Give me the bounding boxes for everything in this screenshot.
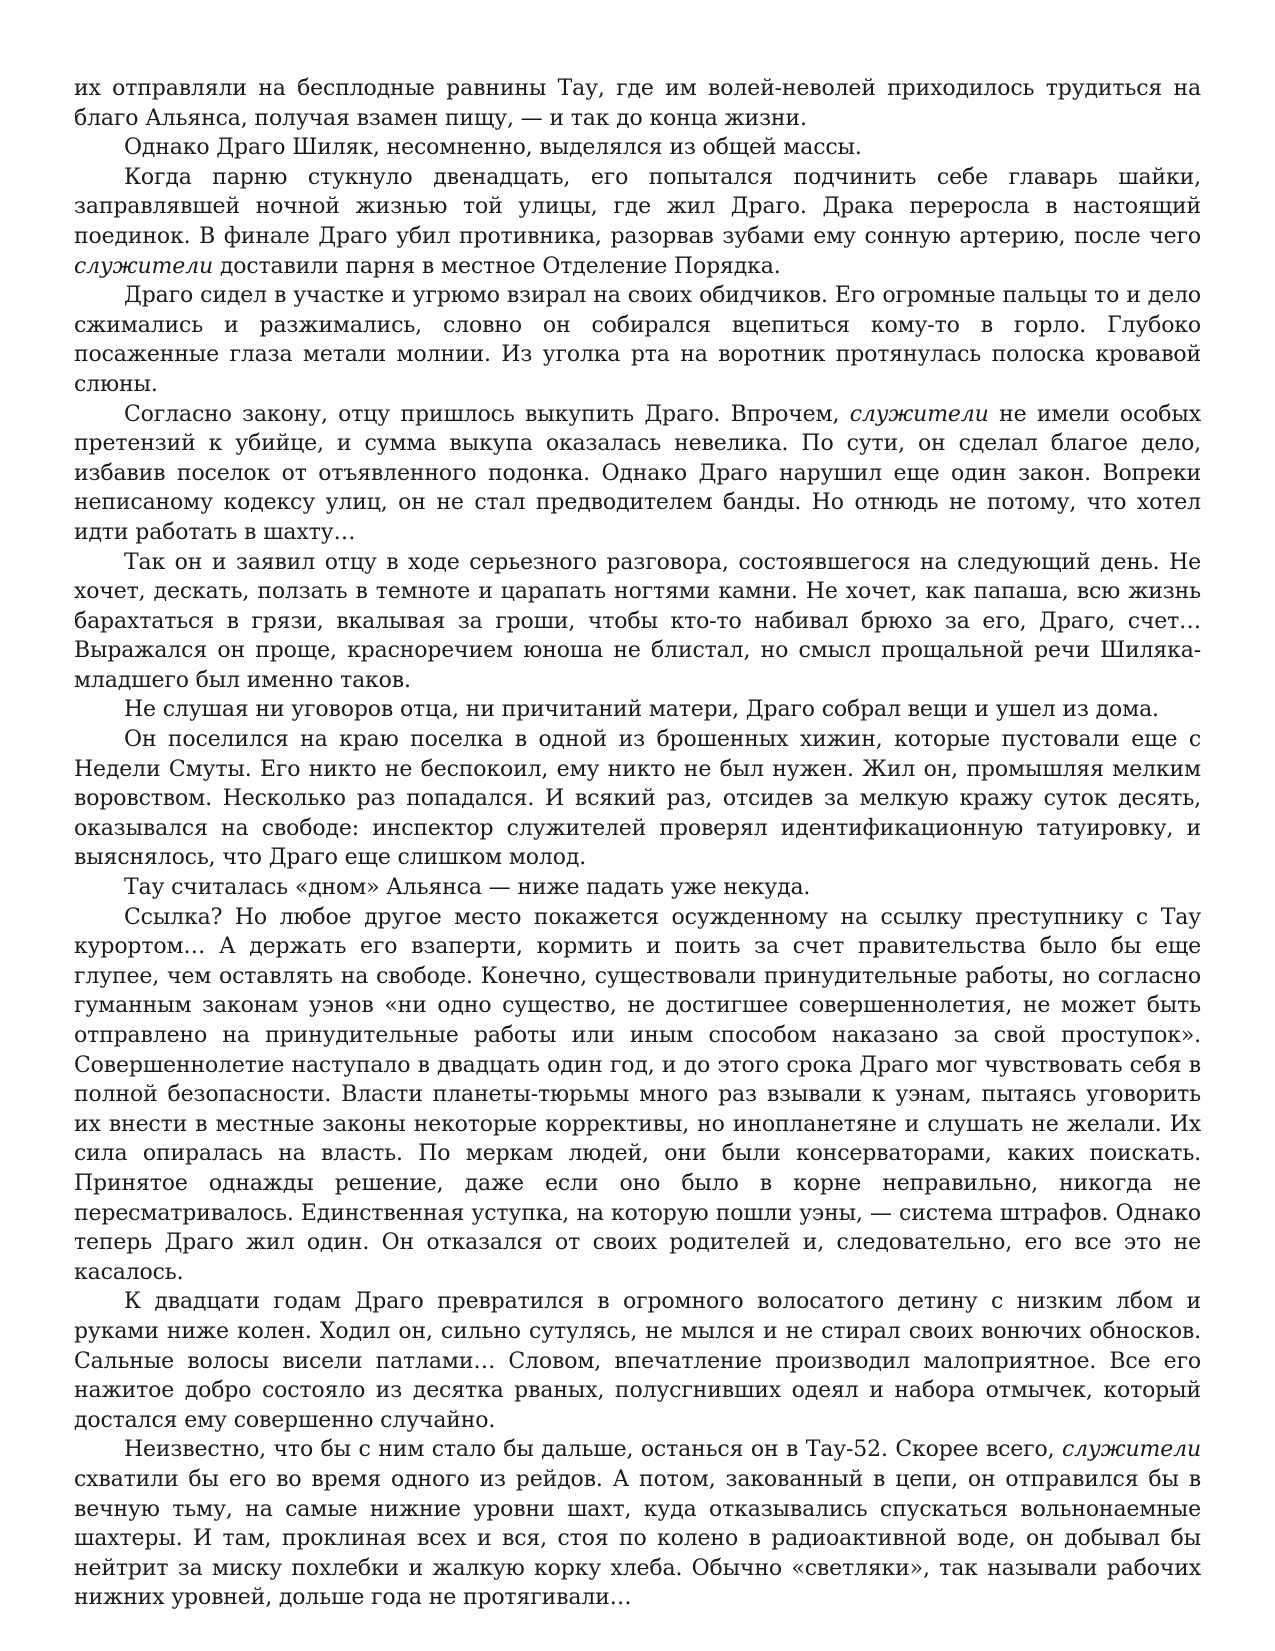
text-segment: не имели особых претензий к убийце, и сумма выкупа оказалась невелика. По сути, он сделал благое дело, избавив поселок от отъявленного подонка. Однако Драго нарушил еще один закон. Вопреки неписаному кодексу улиц, он не стал предводителем банды. Но отнюдь не потому, что хотел идти работать в шахту… [74, 401, 1201, 545]
text-segment: схватили бы его во время одного из рейдов. А потом, закованный в цепи, он отправился бы в вечную тьму, на самые нижние уровни шахт, куда отказывались спускаться вольнонаемные шахтеры. И там, проклиная всех и вся, стоя по колено в радиоактивной воде, он добывал бы нейтрит за миску похлебки и жалкую корку хлеба. Обычно «светляки», так называли рабочих нижних уровней, дольше года не протягивали… [74, 1466, 1201, 1611]
paragraph [74, 725, 1201, 873]
text-segment: Ссылка? Но любое другое место покажется осужденному на ссылку преступнику с Тау курортом… А держать его взаперти, кормить и поить за счет правительства было бы еще глупее, чем оставлять на свободе. Конечно, существовали принудительные работы, но согласно гуманным законам уэнов «ни одно существо, не достигшее совершеннолетия, не может быть отправлено на принудительные работы или иным способом наказано за свой проступок». Совершеннолетие наступало в двадцать один год, и до этого срока Драго мог чувствовать себя в полной безопасности. Власти планеты-тюрьмы много раз взывали к уэнам, пытаясь уговорить их внести в местные законы некоторые коррективы, но инопланетяне и слушать не желали. Их сила опиралась на власть. По меркам людей, они были консерваторами, каких поискать. Принятое однажды решение, даже если оно было в корне неправильно, никогда не пересматривалось. Единственная уступка, на которую пошли уэны, — система штрафов. Однако теперь Драго жил один. Он отказался от своих родителей и, следовательно, его все это не касалось. [74, 904, 1201, 1285]
paragraph [74, 873, 1201, 903]
italic-text: служители [849, 401, 989, 427]
paragraph [74, 695, 1201, 725]
text-segment: Неизвестно, что бы с ним стало бы дальше, останься он в Тау-52. Скорее всего, [124, 1437, 1063, 1463]
paragraph [74, 281, 1201, 399]
text-segment: доставили парня в местное Отделение Порядка. [212, 253, 781, 279]
text-segment: Он поселился на краю поселка в одной из брошенных хижин, которые пустовали еще с Недели Смуты. Его никто не беспокоил, ему никто не был нужен. Жил он, промышляя мелким воровством. Несколько раз попадался. И всякий раз, отсидев за мелкую кражу суток десять, оказывался на свободе: инспектор служителей проверял идентификационную татуировку, и выяснялось, что Драго еще слишком молод. [74, 727, 1201, 871]
paragraph [74, 1287, 1201, 1435]
text-segment: Когда парню стукнуло двенадцать, его попытался подчинить себе главарь шайки, заправлявшей ночной жизнью той улицы, где жил Драго. Драка переросла в настоящий поединок. В финале Драго убил противника, разорвав зубами ему сонную артерию, после чего [74, 164, 1201, 249]
text-segment: Однако Драго Шиляк, несомненно, выделялся из общей массы. [124, 135, 862, 161]
paragraph [74, 903, 1201, 1288]
paragraph [74, 74, 1201, 133]
document-page [74, 74, 1201, 1613]
paragraph [74, 133, 1201, 163]
text-segment: Драго сидел в участке и угрюмо взирал на своих обидчиков. Его огромные пальцы то и дело сжимались и разжимались, словно он собирался вцепиться кому-то в горло. Глубоко посаженные глаза метали молнии. Из уголка рта на воротник протянулась полоска кровавой слюны. [74, 283, 1201, 397]
text-segment: Тау считалась «дном» Альянса — ниже падать уже некуда. [124, 875, 811, 901]
paragraph [74, 548, 1201, 696]
text-segment: Не слушая ни уговоров отца, ни причитаний матери, Драго собрал вещи и ушел из дома. [124, 697, 1159, 723]
text-segment: Так он и заявил отцу в ходе серьезного разговора, состоявшегося на следующий день. Не хочет, дескать, ползать в темноте и царапать ногтями камни. Не хочет, как папаша, всю жизнь барахтаться в грязи, вкалывая за гроши, чтобы кто-то набивал брюхо за его, Драго, счет… Выражался он проще, красноречием юноша не блистал, но смысл прощальной речи Шиляка-младшего был именно таков. [74, 549, 1201, 693]
text-segment: их отправляли на бесплодные равнины Тау, где им волей-неволей приходилось трудиться на благо Альянса, получая взамен пищу, — и так до конца жизни. [74, 76, 1201, 131]
text-segment: К двадцати годам Драго превратился в огромного волосатого детину с низким лбом и руками ниже колен. Ходил он, сильно сутулясь, не мылся и не стирал своих вонючих обносков. Сальные волосы висели патлами… Словом, впечатление производил малоприятное. Все его нажитое добро состояло из десятка рваных, полусгнивших одеял и набора отмычек, который достался ему совершенно случайно. [74, 1289, 1201, 1433]
paragraph [74, 163, 1201, 281]
paragraph [74, 400, 1201, 548]
paragraph [74, 1435, 1201, 1613]
italic-text: служители [1062, 1437, 1201, 1463]
text-segment: Согласно закону, отцу пришлось выкупить Драго. Впрочем, [124, 401, 850, 427]
italic-text: служители [74, 253, 213, 279]
